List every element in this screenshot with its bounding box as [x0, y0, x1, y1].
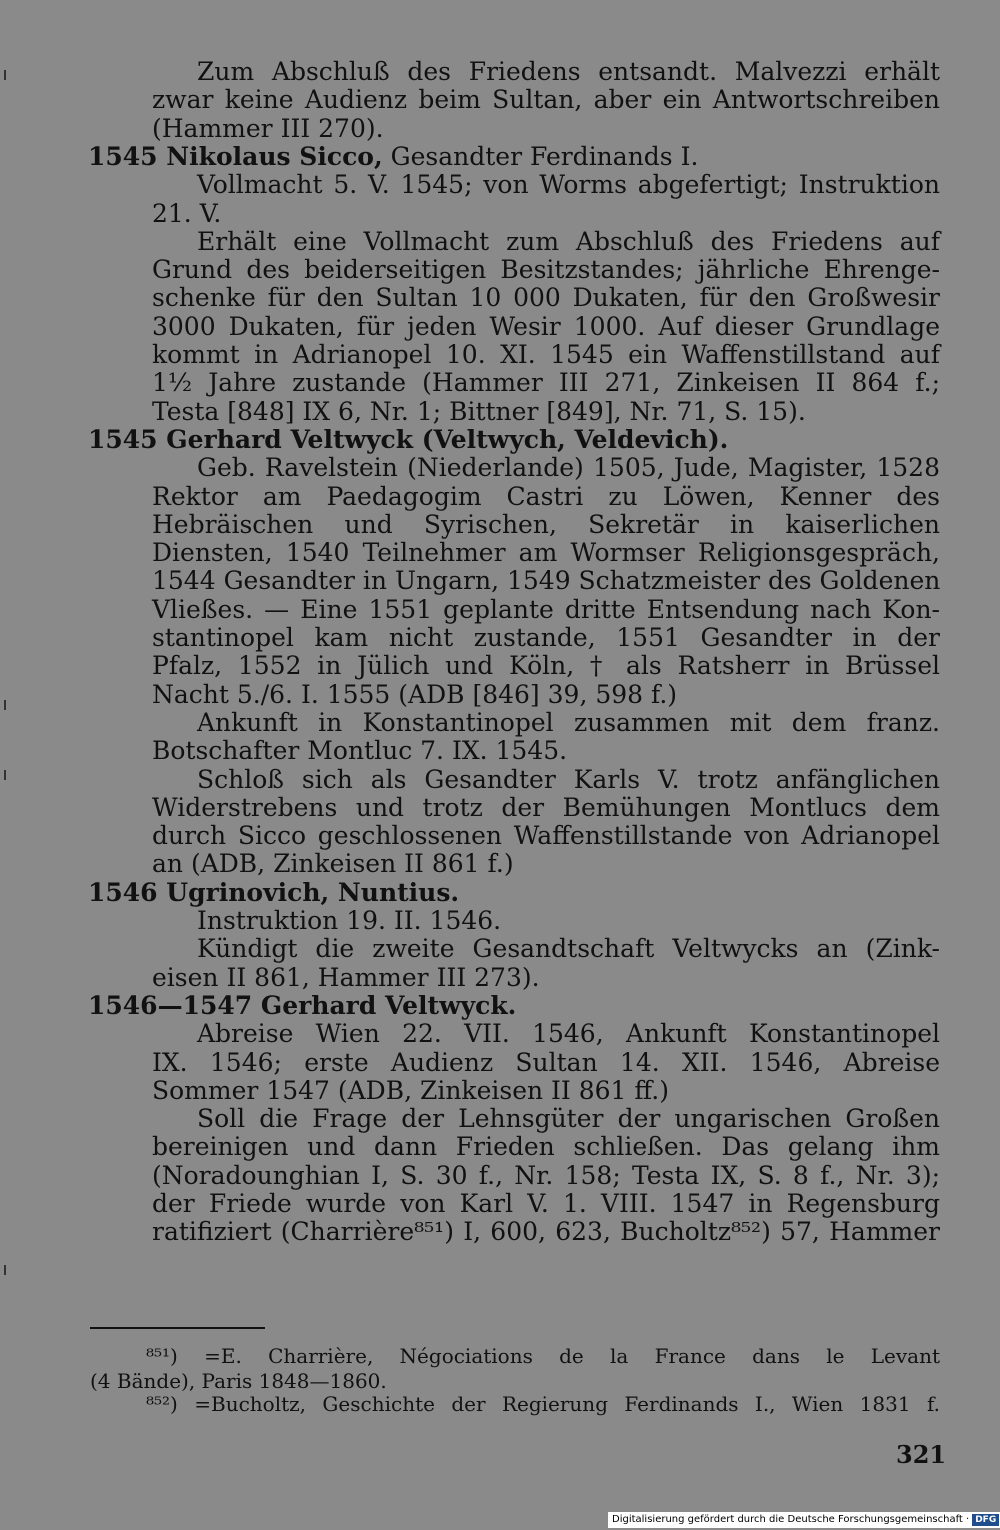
entry-year: 1545 — [88, 141, 167, 171]
dfg-logo: DFG — [972, 1514, 999, 1526]
text-line: 1544 Gesandter in Ungarn, 1549 Schatzmeister des Goldenen — [152, 566, 941, 596]
text-line: eisen II 861, Hammer III 273). — [152, 962, 540, 992]
text-line: Grund des beiderseitigen Besitzstandes; jährliche Ehrenge- — [152, 255, 940, 285]
text-line: Vollmacht 5. V. 1545; von Worms abgefertigt; Instruktion — [197, 170, 940, 200]
text-line: ratifiziert (Charrière⁸⁵¹) I, 600, 623, Bucholtz⁸⁵²) 57, Hammer — [152, 1217, 940, 1247]
text-line: bereinigen und dann Frieden schließen. Das gelang ihm — [152, 1132, 940, 1162]
text-line: Pfalz, 1552 in Jülich und Köln, † als Ratsherr in Brüssel — [152, 651, 940, 681]
entry-year: 1545 — [88, 424, 167, 454]
entry-name: Gerhard Veltwyck. — [260, 990, 517, 1020]
entry-name: Ugrinovich, Nuntius. — [166, 877, 460, 907]
text-line: Erhält eine Vollmacht zum Abschluß des Friedens auf — [197, 226, 940, 256]
text-line: Schloß sich als Gesandter Karls V. trotz anfänglichen — [197, 764, 940, 794]
text-line: Vließes. — Eine 1551 geplante dritte Entsendung nach Kon- — [152, 594, 940, 624]
text-line: Instruktion 19. II. 1546. — [197, 906, 502, 935]
text-line: kommt in Adrianopel 10. XI. 1545 ein Waffenstillstand auf — [152, 340, 940, 369]
text-line: Kündigt die zweite Gesandtschaft Veltwycks an (Zink- — [197, 934, 940, 964]
entry-name: Nikolaus Sicco, — [166, 141, 383, 171]
text-line: der Friede wurde von Karl V. 1. VIII. 1547 in Regensburg — [152, 1189, 940, 1218]
entry-year: 1546 — [88, 877, 167, 907]
text-line: Ankunft in Konstantinopel zusammen mit dem franz. — [197, 707, 940, 737]
footnote: ⁸⁵¹) =E. Charrière, Négociations de la France dans le Levant — [146, 1344, 940, 1368]
text-line: Hebräischen und Syrischen, Sekretär in kaiserlichen — [152, 509, 940, 539]
text-line: Nacht 5./6. I. 1555 (ADB [846] 39, 598 f.) — [152, 679, 678, 709]
text-line: Testa [848] IX 6, Nr. 1; Bittner [849], Nr. 71, S. 15). — [152, 396, 806, 426]
entry-heading — [88, 992, 940, 1020]
digitization-credit — [608, 1512, 1000, 1528]
footnote-rule — [90, 1327, 265, 1329]
scan-mark — [4, 770, 6, 780]
entry-heading — [88, 426, 940, 454]
text-line: durch Sicco geschlossenen Waffenstillstande von Adrianopel — [152, 821, 940, 851]
text-line: an (ADB, Zinkeisen II 861 f.) — [152, 849, 514, 879]
text-line: schenke für den Sultan 10 000 Dukaten, für den Großwesir — [152, 283, 940, 313]
text-line: Sommer 1547 (ADB, Zinkeisen II 861 ff.) — [152, 1075, 669, 1105]
text-line: Botschafter Montluc 7. IX. 1545. — [152, 736, 568, 766]
entry-heading — [88, 879, 940, 907]
footnote: ⁸⁵²) =Bucholtz, Geschichte der Regierung Ferdinands I., Wien 1831 f. — [146, 1392, 940, 1416]
text-line: (Noradounghian I, S. 30 f., Nr. 158; Testa IX, S. 8 f., Nr. 3); — [152, 1160, 940, 1190]
text-line: IX. 1546; erste Audienz Sultan 14. XII. 1546, Abreise — [152, 1047, 940, 1077]
text-line: (Hammer III 270). — [152, 113, 384, 143]
credit-text: Digitalisierung gefördert durch die Deutsche Forschungsgemeinschaft · — [612, 1514, 970, 1525]
text-line: Widerstrebens und trotz der Bemühungen Montlucs dem — [152, 792, 940, 822]
text-line: Diensten, 1540 Teilnehmer am Wormser Religionsgespräch, — [152, 538, 940, 568]
text-line: 21. V. — [152, 198, 222, 228]
text-line: 1½ Jahre zustande (Hammer III 271, Zinkeisen II 864 f.; — [152, 368, 940, 398]
text-line: stantinopel kam nicht zustande, 1551 Gesandter in der — [152, 623, 940, 652]
scan-mark — [4, 70, 6, 80]
scan-mark — [4, 700, 6, 710]
page-number: 321 — [896, 1440, 947, 1469]
text-line: Soll die Frage der Lehnsgüter der ungarischen Großen — [197, 1104, 940, 1134]
text-line: Geb. Ravelstein (Niederlande) 1505, Jude, Magister, 1528 — [197, 453, 940, 483]
text-line: Rektor am Paedagogim Castri zu Löwen, Kenner des — [152, 481, 940, 511]
entry-heading — [88, 143, 940, 171]
text-line: Abreise Wien 22. VII. 1546, Ankunft Konstantinopel — [197, 1019, 940, 1049]
entry-role: Gesandter Ferdinands I. — [382, 141, 699, 171]
entry-year: 1546—1547 — [88, 990, 261, 1020]
entry-name: Gerhard Veltwyck (Veltwych, Veldevich). — [166, 424, 729, 454]
scan-mark — [4, 1265, 6, 1275]
text-line: 3000 Dukaten, für jeden Wesir 1000. Auf dieser Grundlage — [152, 311, 940, 341]
text-line: zwar keine Audienz beim Sultan, aber ein Antwortschreiben — [152, 85, 940, 115]
text-line: Zum Abschluß des Friedens entsandt. Malvezzi erhält — [197, 57, 940, 86]
footnote: (4 Bände), Paris 1848—1860. — [90, 1369, 387, 1393]
